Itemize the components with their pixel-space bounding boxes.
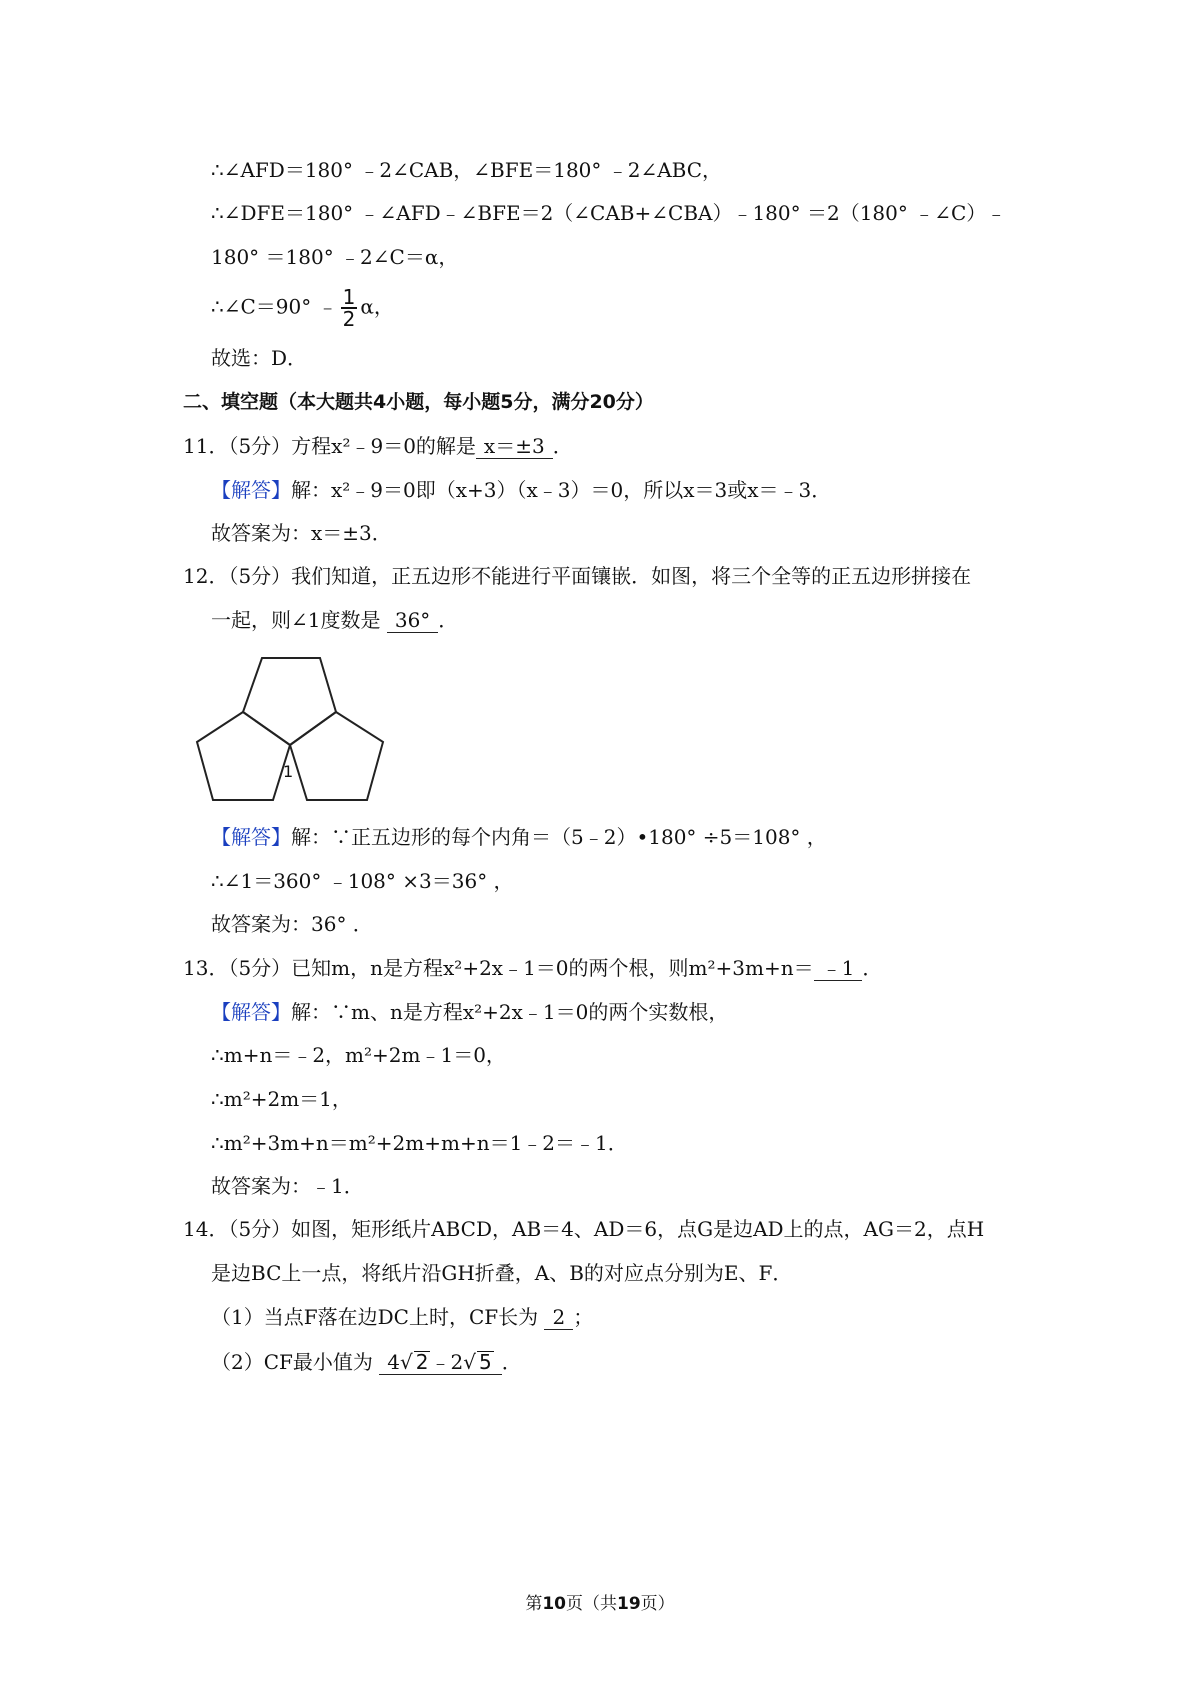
final-answer: 故答案为：﹣1． — [211, 1174, 364, 1198]
section-title: 二、填空题（本大题共4小题，每小题5分，满分20分） — [183, 391, 654, 413]
question-14-part2: （2）CF最小值为 4√ 2 ﹣2√ 5 ． — [211, 1350, 522, 1374]
sqrt-radicand: 2 — [415, 1350, 429, 1374]
angle-label: 1 — [283, 762, 294, 781]
page-footer: 第10页（共19页） — [525, 1594, 675, 1614]
question-13: 13．（5分）已知m，n是方程x²+2x﹣1＝0的两个根，则m²+3m+n＝ ﹣1 ． — [183, 956, 883, 980]
answer-blank: 36° — [387, 608, 438, 633]
fraction: $\frac{1}{2}$ — [342, 285, 356, 331]
answer-blank: 4√ 2 ﹣2√ 5 — [379, 1350, 501, 1375]
answer-blank: ﹣1 — [814, 956, 863, 981]
solution-line: ∴∠C＝90° ﹣ $\frac{1}{2}$ α， — [211, 285, 394, 331]
answer-blank: 2 — [544, 1305, 573, 1330]
question-14-cont: 是边BC上一点，将纸片沿GH折叠，A、B的对应点分别为E、F． — [211, 1261, 793, 1285]
solution-line: ∴∠AFD＝180° ﹣2∠CAB，∠BFE＝180° ﹣2∠ABC， — [211, 158, 723, 182]
answer-blank: x＝±3 — [476, 434, 553, 459]
solution-line: ∴m²+2m＝1， — [211, 1087, 352, 1111]
pentagon-left — [197, 712, 290, 800]
question-12-cont: 一起，则∠1度数是 36° ． — [211, 608, 459, 632]
question-14-part1: （1）当点F落在边DC上时，CF长为 2 ； — [211, 1305, 594, 1329]
solution-line: ∴m+n＝﹣2，m²+2m﹣1＝0， — [211, 1043, 506, 1067]
three-pentagons-figure — [190, 650, 390, 810]
question-14: 14．（5分）如图，矩形纸片ABCD，AB＝4、AD＝6，点G是边AD上的点，AG＝2，点H — [183, 1217, 985, 1241]
question-11: 11．（5分）方程x²﹣9＝0的解是 x＝±3 ． — [183, 434, 573, 458]
pentagon-right — [290, 712, 383, 800]
solution-line: 【解答】解：x²﹣9＝0即（x+3）（x﹣3）＝0，所以x＝3或x＝﹣3． — [211, 478, 832, 502]
sqrt-radicand: 5 — [478, 1350, 492, 1374]
final-answer: 故答案为：x＝±3． — [211, 521, 392, 545]
question-12: 12．（5分）我们知道，正五边形不能进行平面镶嵌．如图，将三个全等的正五边形拼接在 — [183, 564, 972, 588]
solution-line: 【解答】解：∵正五边形的每个内角＝（5﹣2）•180° ÷5＝108° ， — [211, 825, 827, 849]
solution-line: ∴∠1＝360° ﹣108° ×3＝36° ， — [211, 869, 514, 893]
solution-line: 180° ＝180° ﹣2∠C＝α， — [211, 245, 459, 269]
solution-line: ∴∠DFE＝180° ﹣∠AFD﹣∠BFE＝2（∠CAB+∠CBA）﹣180° ＝2（180° ﹣∠C）﹣ — [211, 201, 1007, 225]
solution-tag: 【解答】 — [211, 1000, 291, 1024]
solution-tag: 【解答】 — [211, 478, 291, 502]
solution-tag: 【解答】 — [211, 825, 291, 849]
solution-line: 故选：D． — [211, 346, 308, 370]
solution-line: 【解答】解：∵m、n是方程x²+2x﹣1＝0的两个实数根， — [211, 1000, 729, 1024]
pentagon-top — [243, 658, 336, 745]
final-answer: 故答案为：36° ． — [211, 912, 373, 936]
solution-line: ∴m²+3m+n＝m²+2m+m+n＝1﹣2＝﹣1． — [211, 1131, 628, 1155]
